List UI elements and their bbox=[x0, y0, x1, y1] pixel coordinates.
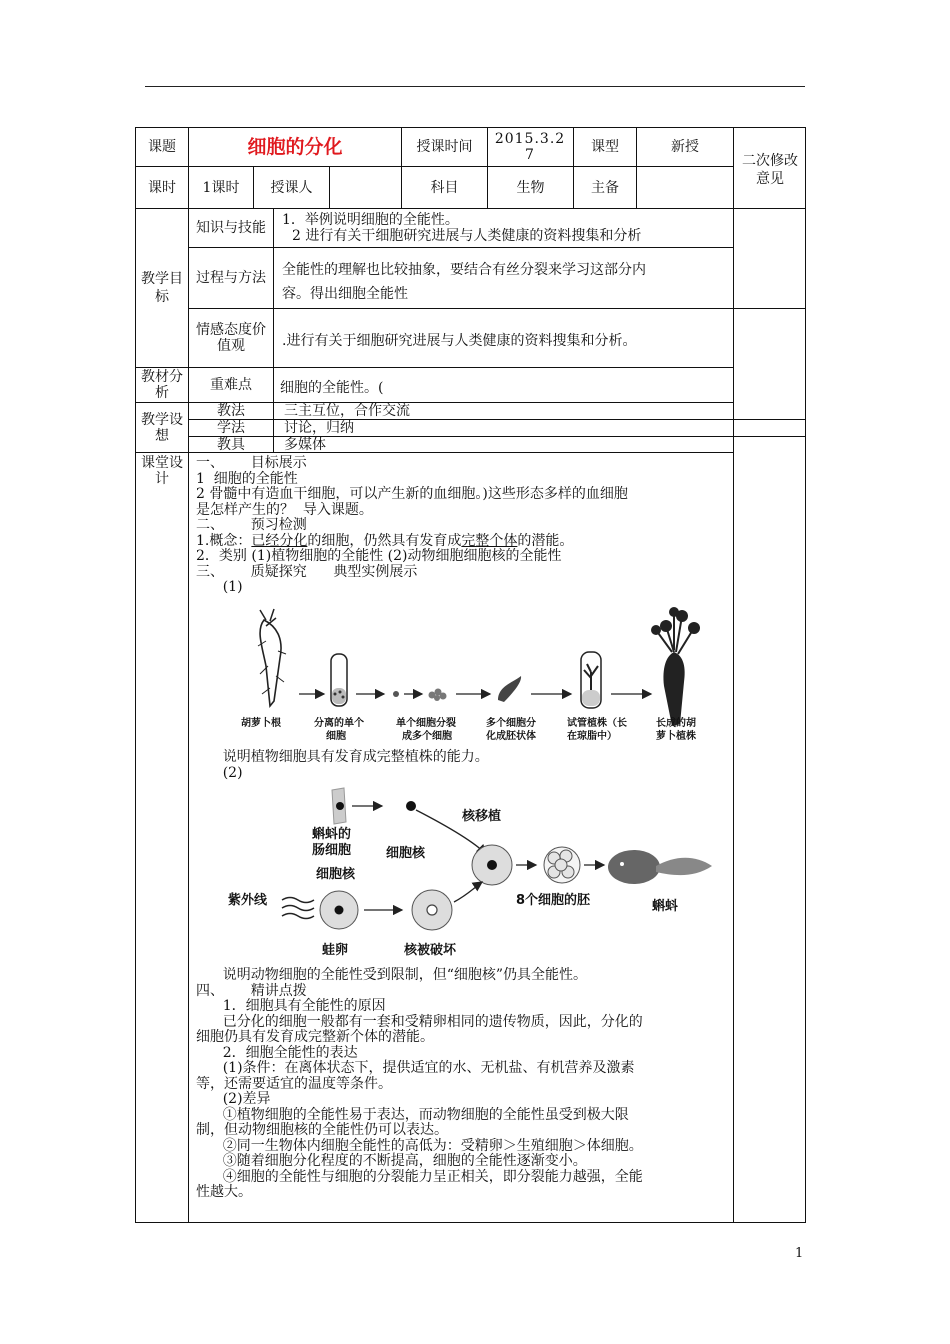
intestine-label: 蝌蚪的 bbox=[312, 827, 352, 842]
tools-label: 教具 bbox=[217, 437, 245, 453]
design-line: ①植物细胞的全能性易于表达，而动物细胞的全能性虽受到极大限 bbox=[196, 1106, 629, 1123]
key-point-label: 重难点 bbox=[210, 377, 252, 393]
method: 三主互位，合作交流 bbox=[284, 403, 410, 419]
reconstructed-egg-icon bbox=[472, 845, 512, 885]
page-number: 1 bbox=[795, 1246, 804, 1261]
animal-conclusion: 说明动物细胞的全能性受到限制，但“细胞核”仍具全能性。 bbox=[196, 967, 588, 983]
design-line: 是怎样产生的？ 导入课题。 bbox=[196, 501, 373, 518]
embryo-label: 8个细胞的胚 bbox=[516, 893, 591, 908]
design-line: 性越大。 bbox=[196, 1184, 252, 1200]
design-line: (1) bbox=[196, 579, 243, 595]
subject: 生物 bbox=[516, 179, 545, 196]
idea-label: 教学设想 bbox=[141, 412, 183, 444]
caption: 胡萝卜根 bbox=[241, 718, 281, 729]
design-line: 1．细胞具有全能性的原因 bbox=[196, 998, 386, 1014]
design-line: 1 细胞的全能性 bbox=[196, 470, 298, 487]
label-subject: 科目 bbox=[430, 179, 459, 196]
design-line: 2．细胞全能性的表达 bbox=[196, 1044, 358, 1061]
analysis-label: 教材分析 bbox=[141, 369, 183, 401]
caption: 化成胚状体 bbox=[486, 731, 536, 742]
single-cell-icon bbox=[393, 691, 399, 697]
design-line: 2 骨髓中有造血干细胞，可以产生新的血细胞。)这些形态多样的血细胞 bbox=[196, 486, 628, 502]
caption: 细胞 bbox=[326, 731, 346, 742]
learning: 讨论，归纳 bbox=[284, 420, 354, 436]
transfer-label: 核移植 bbox=[462, 809, 502, 824]
plant-totipotency-figure bbox=[236, 606, 726, 746]
concept-line: 1.概念：已经分化的细胞，仍然具有发育成完整个体的潜能。 bbox=[196, 532, 574, 549]
uv-label: 紫外线 bbox=[228, 893, 268, 908]
design-line: 二、 预习检测 bbox=[196, 517, 307, 533]
process-goal-2: 容。得出细胞全能性 bbox=[282, 286, 408, 302]
label-lead: 主备 bbox=[591, 179, 619, 196]
class-design-2 bbox=[196, 750, 726, 781]
embryoid-icon bbox=[498, 676, 521, 702]
carrot-root-icon bbox=[258, 609, 286, 706]
caption: 长成的胡 bbox=[656, 718, 696, 729]
caption: 多个细胞分 bbox=[486, 718, 536, 729]
cell-cluster-icon bbox=[429, 689, 447, 702]
tools: 多媒体 bbox=[284, 437, 326, 453]
destroyed-label: 核被破坏 bbox=[404, 943, 457, 958]
label-time: 授课时间 bbox=[416, 139, 473, 155]
intestine-cell-icon bbox=[332, 788, 346, 824]
label-type: 课型 bbox=[591, 139, 619, 155]
lesson-title: 细胞的分化 bbox=[247, 136, 343, 158]
caption: 分离的单个 bbox=[314, 718, 364, 729]
uv-rays-icon bbox=[282, 898, 314, 919]
design-line: ③随着细胞分化程度的不断提高，细胞的全能性逐渐变小。 bbox=[196, 1153, 587, 1169]
method-label: 教法 bbox=[217, 403, 245, 419]
design-line: 三、 质疑探究 典型实例展示 bbox=[196, 563, 418, 580]
eight-cell-embryo-icon bbox=[544, 847, 580, 883]
design-line: ④细胞的全能性与细胞的分裂能力呈正相关，即分裂能力越强，全能 bbox=[196, 1168, 643, 1185]
class-design bbox=[196, 456, 726, 596]
lesson-date: 2015.3.27 bbox=[494, 131, 566, 163]
caption: 萝卜植株 bbox=[656, 731, 696, 742]
plant-conclusion: 说明植物细胞具有发育成完整植株的能力。 bbox=[196, 749, 489, 765]
nucleus-label: 细胞核 bbox=[386, 846, 426, 861]
design-line: 制，但动物细胞核的全能性仍可以表达。 bbox=[196, 1122, 448, 1138]
caption: 试管植株（长 bbox=[567, 718, 627, 729]
label-hours: 课时 bbox=[148, 179, 176, 196]
emotion-goal: .进行有关于细胞研究进展与人类健康的资料搜集和分析。 bbox=[282, 333, 637, 349]
egg-label: 蛙卵 bbox=[322, 943, 349, 958]
enucleated-egg-icon bbox=[412, 890, 452, 930]
design-line: 细胞仍具有发育成完整新个体的潜能。 bbox=[196, 1029, 434, 1045]
key-point: 细胞的全能性。( bbox=[280, 380, 384, 396]
test-tube-cells-icon bbox=[331, 654, 347, 706]
lesson-hours: 1课时 bbox=[202, 179, 240, 196]
process-label: 过程与方法 bbox=[196, 269, 266, 286]
caption: 在琼脂中） bbox=[567, 731, 617, 742]
test-tube-plant-icon bbox=[581, 652, 601, 708]
nucleus-label-2: 细胞核 bbox=[316, 867, 356, 882]
tadpole-icon bbox=[608, 850, 712, 884]
emotion-label: 情感态度价值观 bbox=[196, 322, 266, 354]
design-line: ②同一生物体内细胞全能性的高低为：受精卵＞生殖细胞＞体细胞。 bbox=[196, 1137, 643, 1154]
design-line: (1)条件：在离体状态下，提供适宜的水、无机盐、有机营养及激素 bbox=[196, 1060, 635, 1076]
class-design-3 bbox=[196, 968, 726, 1201]
goals-label: 教学目标 bbox=[141, 270, 183, 305]
label-teacher: 授课人 bbox=[270, 179, 313, 196]
caption: 成多个细胞 bbox=[402, 731, 452, 742]
knowledge-label: 知识与技能 bbox=[196, 220, 266, 236]
label-course-title: 课题 bbox=[148, 139, 176, 155]
design-line: (2) bbox=[196, 764, 243, 781]
design-label: 课堂设计 bbox=[141, 455, 183, 487]
process-goal-1: 全能性的理解也比较抽象，要结合有丝分裂来学习这部分内 bbox=[282, 262, 646, 278]
knowledge-goal-1: 1．举例说明细胞的全能性。 bbox=[282, 212, 459, 228]
revise-note-label: 二次修改意见 bbox=[742, 153, 798, 187]
design-line: 已分化的细胞一般都有一套和受精卵相同的遗传物质，因此，分化的 bbox=[196, 1013, 643, 1030]
lesson-type: 新授 bbox=[671, 139, 699, 155]
design-line: 等，还需要适宜的温度等条件。 bbox=[196, 1075, 392, 1092]
mature-carrot-plant-icon bbox=[651, 607, 700, 726]
frog-egg-icon bbox=[320, 891, 358, 929]
design-line: 2．类别 (1)植物细胞的全能性 (2)动物细胞细胞核的全能性 bbox=[196, 548, 562, 564]
nucleus-icon bbox=[406, 801, 416, 811]
caption: 单个细胞分裂 bbox=[396, 718, 456, 729]
design-line: 四、 精讲点拨 bbox=[196, 982, 307, 999]
header-rule bbox=[145, 86, 805, 87]
animal-totipotency-figure bbox=[224, 782, 724, 962]
tadpole-label: 蝌蚪 bbox=[652, 899, 679, 914]
learning-label: 学法 bbox=[217, 420, 245, 436]
design-line: (2)差异 bbox=[196, 1091, 271, 1107]
knowledge-goal-2: 2 进行有关干细胞研究进展与人类健康的资料搜集和分析 bbox=[292, 228, 642, 244]
intestine-label: 肠细胞 bbox=[312, 843, 352, 858]
design-line: 一、 目标展示 bbox=[196, 455, 307, 471]
